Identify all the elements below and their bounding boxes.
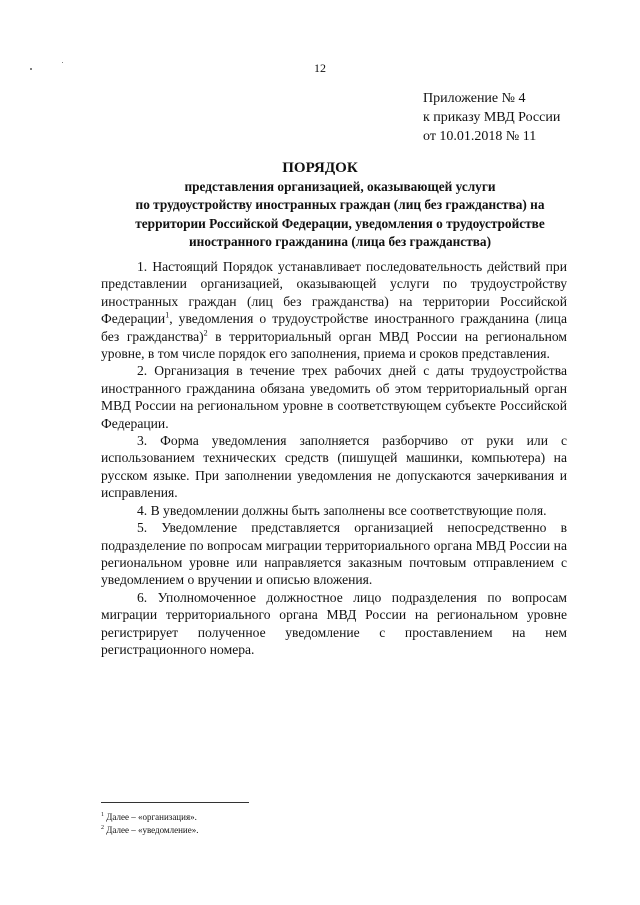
document-subtitle [100,178,580,251]
subtitle-line: иностранного гражданина (лица без гражданства) [189,233,491,249]
footnote-divider [101,802,249,803]
subtitle-line: по трудоустройству иностранных граждан (лиц без гражданства) на [135,197,545,213]
footnote-1 [101,811,198,824]
appendix-line: от 10.01.2018 № 11 [423,129,537,144]
appendix-line: к приказу МВД России [423,110,561,125]
document-body [101,258,567,658]
paragraph-2: 2. Организация в течение трех рабочих дней с даты трудоустройства иностранного гражданина обязана уведомить об этом территориальный орган МВД России на региональном уровне в соответствующем субъекте Российской Федерации. [101,363,567,431]
paragraph-6: 6. Уполномоченное должностное лицо подразделения по вопросам миграции территориального органа МВД России на региональном уровне регистрирует полученное уведомление с проставлением на нем регистрационного номера. [101,589,567,657]
paragraph-1-text-a: 1. Настоящий Порядок устанавливает последовательность действий при представлении организацией, оказывающей услуги по трудоустройству иностранных граждан (лиц без гражданства) на территории Российской Федерации [101,259,567,327]
paragraph-3: 3. Форма уведомления заполняется разборчиво от руки или с использованием технических средств (пишущей машинки, компьютера) на русском языке. При заполнении уведомления не допускаются зачеркивания и исправления. [101,433,567,501]
paragraph-1-text-b: , уведомления о трудоустройстве иностранного гражданина (лица без гражданства) [101,311,567,344]
footnote-text: Далее – «организация». [104,812,197,822]
paragraph-1 [101,258,567,362]
footnotes [101,811,198,837]
subtitle-line: представления организацией, оказывающей услуги [184,179,496,194]
subtitle-line: территории Российской Федерации, уведомления о трудоустройстве [135,215,545,231]
footnote-mark: 1 [101,812,104,818]
footnote-ref-2: 2 [203,328,208,338]
appendix-header [423,89,560,146]
paragraph-5: 5. Уведомление представляется организацией непосредственно в подразделение по вопросам миграции территориального органа МВД России на региональном уровне или направляется заказным почтовым отправлением с уведомлением о вручении и описью вложения. [101,520,567,588]
footnote-ref-1: 1 [165,310,170,320]
document-title: ПОРЯДОК [282,160,358,176]
footnote-mark: 2 [101,825,104,831]
appendix-line: Приложение № 4 [423,91,526,106]
page-number: 12 [314,61,326,75]
paragraph-1-text-c: в территориальный орган МВД России на региональном уровне, в том числе порядок его заполнения, приема и сроков представления. [101,328,567,362]
paragraph-4: 4. В уведомлении должны быть заполнены все соответствующие поля. [137,502,547,518]
footnote-2 [101,824,198,837]
footnote-text: Далее – «уведомление». [104,825,199,835]
